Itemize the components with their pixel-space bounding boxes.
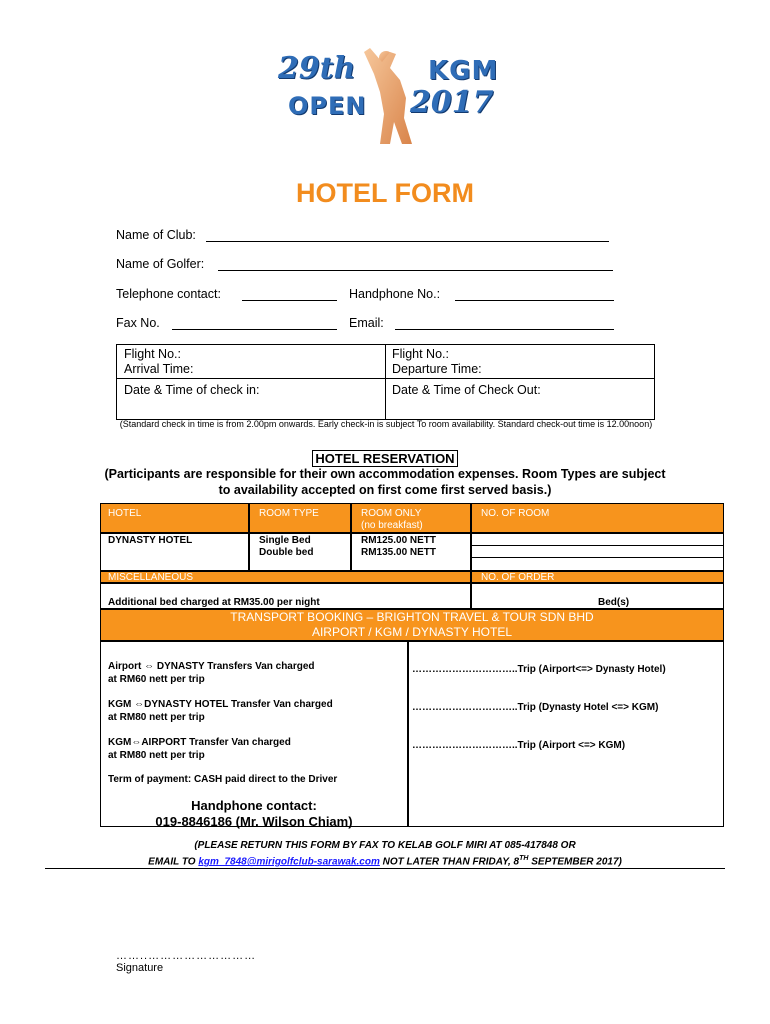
logo-open: OPEN [288,92,367,120]
transport-header-line2: AIRPORT / KGM / DYNASTY HOTEL [311,625,513,639]
handphone-contact-label: Handphone contact: [191,798,317,813]
arrival-flight-cell[interactable] [124,347,193,377]
transport-header-cell [100,609,724,641]
trip-airport-kgm-field[interactable]: …………………………..Trip (Airport <=> KGM) [412,740,626,751]
transfer-airport-dynasty-line1: Airport ⇔ DYNASTY Transfers Van charged [108,661,315,672]
telephone-field[interactable] [242,286,337,301]
email-field[interactable] [395,315,614,330]
club-field[interactable] [206,227,609,242]
hotel-header-cell [100,503,249,533]
golfer-field[interactable] [218,256,613,271]
fax-field[interactable] [172,315,337,330]
transfer-kgm-airport-line2: at RM80 nett per trip [108,750,205,761]
extra-room-qty-field[interactable] [471,557,724,571]
room-type-header: ROOM TYPE [259,508,319,519]
reservation-table [100,503,724,827]
trip-airport-dynasty-field[interactable]: …………………………..Trip (Airport<=> Dynasty Hotel) [412,664,666,675]
flight-box-row-divider [117,378,654,379]
club-label: Name of Club: [116,228,196,242]
extra-bed-qty-field[interactable] [471,583,724,609]
transport-trips-cell [408,641,724,827]
hotel-name: DYNASTY HOTEL [108,535,193,546]
handphone-contact-value: 019-8846186 (Mr. Wilson Chiam) [155,814,353,829]
handphone-contact [100,798,408,830]
room-type-single: Single Bed [259,535,311,546]
signature-label: Signature [116,962,164,974]
no-of-room-header-cell [471,503,724,533]
room-type-header-cell [249,503,351,533]
room-only-header-cell [351,503,471,533]
room-type-double: Double bed [259,547,314,558]
golfer-label: Name of Golfer: [116,257,205,271]
transfer-kgm-airport-line1: KGM⇔AIRPORT Transfer Van charged [108,737,291,748]
handphone-field[interactable] [455,286,614,301]
order-header: NO. OF ORDER [481,572,555,583]
return-line2-prefix: EMAIL TO [148,856,199,868]
checkin-label[interactable]: Date & Time of check in: [124,383,260,397]
room-types-cell [249,533,351,571]
arrival-flight-label: Flight No.: [124,347,181,361]
beds-unit: Bed(s) [598,597,630,608]
hotel-name-cell [100,533,249,571]
transfer-airport-dynasty-line2: at RM60 nett per trip [108,674,205,685]
order-header-cell [471,571,724,583]
no-of-room-header: NO. OF ROOM [481,508,550,519]
reservation-note: (Participants are responsible for their own accommodation expenses. Room Types are subject to availability accepted on first come first served basis.) [104,467,666,497]
reservation-title: HOTEL RESERVATION [312,450,457,467]
payment-terms: Term of payment: CASH paid direct to the Driver [108,774,338,785]
handphone-label: Handphone No.: [349,287,441,301]
checkin-note: (Standard check in time is from 2.00pm onwards. Early check-in is subject To room availability. Standard check-out time is 12.00noon) [119,419,653,429]
room-price-single: RM125.00 NETT [361,535,437,546]
transport-header-line1: TRANSPORT BOOKING – BRIGHTON TRAVEL & TOUR SDN BHD [230,610,594,624]
flight-box-divider [385,345,386,419]
departure-flight-cell[interactable] [392,347,482,377]
footer-divider [45,868,725,869]
return-line2 [0,852,770,868]
room-only-header: ROOM ONLY [361,508,422,519]
extra-bed-label: Additional bed charged at RM35.00 per night [108,597,320,608]
logo-kgm: KGM [428,56,499,86]
return-email-link[interactable]: kgm_7848@mirigolfclub-sarawak.com [198,856,380,868]
checkout-label[interactable]: Date & Time of Check Out: [392,383,541,397]
page-title: HOTEL FORM [296,178,474,208]
room-only-subheader: (no breakfast) [361,520,423,531]
return-instructions [0,839,770,868]
logo-2017: 2017 [410,85,494,120]
return-line1: (PLEASE RETURN THIS FORM BY FAX TO KELAB GOLF MIRI AT 085-417848 OR [194,840,576,851]
misc-header: MISCELLANEOUS [108,572,194,583]
room-price-double: RM135.00 NETT [361,547,437,558]
transfer-kgm-dynasty-line2: at RM80 nett per trip [108,712,205,723]
event-logo [270,40,510,150]
signature-line[interactable]: ……..……………………… [116,950,257,962]
transfer-kgm-dynasty-line1: KGM ⇔DYNASTY HOTEL Transfer Van charged [108,699,333,710]
fax-label: Fax No. [116,316,160,330]
flight-details-box [116,344,655,420]
arrival-time-label: Arrival Time: [124,362,194,376]
departure-flight-label: Flight No.: [392,347,449,361]
trip-dynasty-kgm-field[interactable]: …………………………..Trip (Dynasty Hotel <=> KGM) [412,702,659,713]
departure-time-label: Departure Time: [392,362,482,376]
telephone-label: Telephone contact: [116,287,221,301]
email-label: Email: [349,316,384,330]
misc-header-cell [100,571,471,583]
hotel-header: HOTEL [108,508,142,519]
return-line2-deadline: NOT LATER THAN FRIDAY, 8 [379,856,520,868]
room-prices-cell [351,533,471,571]
golfer-silhouette-icon [360,40,430,148]
extra-bed-cell [100,583,471,609]
return-line2-end: SEPTEMBER 2017) [528,856,622,868]
logo-29th: 29th [278,51,356,86]
date-suffix: TH [519,855,529,862]
